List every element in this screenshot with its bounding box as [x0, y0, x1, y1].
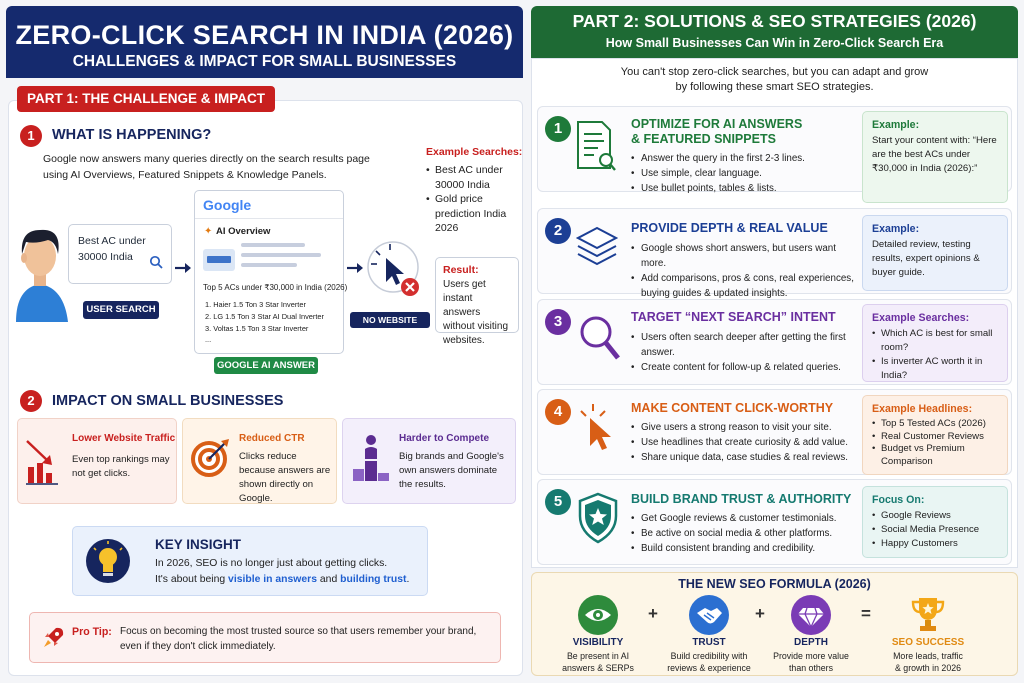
intro-line2: by following these smart SEO strategies.	[675, 81, 874, 93]
strategy-title: MAKE CONTENT CLICK-WORTHY	[631, 401, 834, 415]
strategy-bullet: • Add comparisons, pros & cons, real experiences, buying guides & updated insights.	[631, 271, 856, 301]
google-ai-answer-label: GOOGLE AI ANSWER	[214, 357, 318, 374]
google-logo: Google	[203, 197, 252, 213]
strategy-title: PROVIDE DEPTH & REAL VALUE	[631, 221, 828, 235]
section1-heading: WHAT IS HAPPENING?	[52, 127, 212, 143]
strategy-bullet: • Create content for follow-up & related queries.	[631, 360, 856, 375]
user-search-label: USER SEARCH	[83, 301, 159, 319]
query-line1: Best AC under	[78, 235, 146, 247]
formula-sub: Be present in AI answers & SERPs	[562, 651, 634, 673]
result-heading: Result:	[443, 264, 479, 276]
cursor-click-icon	[578, 402, 618, 454]
strategy-bullets	[631, 330, 856, 375]
arrow-right-icon	[346, 262, 364, 274]
search-icon	[149, 255, 163, 269]
plus-sign: +	[648, 604, 658, 623]
strategy-title: TARGET “NEXT SEARCH” INTENT	[631, 310, 836, 324]
example-item: • Budget vs Premium Comparison	[872, 443, 998, 468]
top5-heading: Top 5 ACs under ₹30,000 in India (2026)	[203, 283, 348, 292]
example-search-item: • Gold price prediction India 2026	[426, 193, 507, 234]
text-line-placeholder	[241, 243, 305, 247]
strategy-bullet: • Answer the query in the first 2-3 lines.	[631, 151, 856, 166]
key-insight-line1: In 2026, SEO is no longer just about getting clicks.	[155, 558, 388, 569]
strategy-number: 1	[545, 116, 571, 142]
plus-sign: +	[755, 604, 765, 623]
traffic-down-icon	[24, 437, 60, 485]
shield-star-icon	[578, 492, 618, 544]
result-text: Users get instant answers without visiting websites.	[443, 279, 509, 346]
example-searches-list	[426, 163, 518, 236]
example-heading: Example:	[872, 119, 920, 131]
no-click-cursor-icon	[366, 240, 424, 300]
search-query-box	[68, 224, 172, 284]
formula-label: SEO SUCCESS	[891, 637, 965, 648]
layers-icon	[576, 224, 618, 274]
section2-number: 2	[20, 390, 42, 412]
trophy-icon	[910, 595, 946, 635]
intro-line1: You can't stop zero-click searches, but you can adapt and grow	[620, 66, 929, 78]
right-header	[531, 6, 1018, 58]
key-insight-line2: It's about being visible in answers and building trust.	[155, 574, 410, 585]
strategy-bullet: • Give users a strong reason to visit your site.	[631, 420, 856, 435]
strategy-title-line2: & FEATURED SNIPPETS	[631, 132, 776, 146]
strategy-example-box	[862, 395, 1008, 475]
formula-label: TRUST	[692, 637, 726, 648]
impact-text: Clicks reduce because answers are shown directly on Google.	[239, 451, 331, 504]
pro-tip-line1: Focus on becoming the most trusted source so that users remember your brand,	[120, 626, 477, 637]
answer-ellipsis: ...	[205, 335, 212, 344]
left-header	[6, 6, 523, 78]
formula-sub: Provide more value than others	[773, 651, 849, 673]
text-line-placeholder	[241, 263, 297, 267]
strategy-title: BUILD BRAND TRUST & AUTHORITY	[631, 492, 852, 506]
formula-title: THE NEW SEO FORMULA (2026)	[678, 577, 871, 591]
formula-label: VISIBILITY	[572, 637, 624, 648]
left-subtitle: CHALLENGES & IMPACT FOR SMALL BUSINESSES	[72, 53, 457, 70]
no-website-click-label: NO WEBSITE CLICK	[350, 312, 430, 328]
strategy-bullets	[631, 511, 856, 556]
magnifier-icon	[578, 312, 620, 362]
impact-title: Lower Website Traffic	[72, 433, 176, 444]
section1-number: 1	[20, 125, 42, 147]
left-title: ZERO-CLICK SEARCH IN INDIA (2026)	[15, 20, 514, 50]
answer-list-item: 1. Haier 1.5 Ton 3 Star Inverter	[205, 300, 306, 309]
strategy-bullet: • Google shows short answers, but users want more.	[631, 241, 856, 271]
impact-card-ctr	[182, 418, 337, 504]
section1-desc-line2: using AI Overviews, Featured Snippets & Knowledge Panels.	[43, 169, 327, 181]
strategy-bullet: • Use bullet points, tables & lists.	[631, 181, 856, 196]
strategy-bullet: • Use simple, clear language.	[631, 166, 856, 181]
ai-overview-label: AI Overview	[216, 226, 271, 237]
part1-badge: PART 1: THE CHALLENGE & IMPACT	[17, 86, 275, 112]
arrow-right-icon	[174, 262, 192, 274]
diamond-icon	[791, 595, 831, 635]
example-item: • Is inverter AC worth it in India?	[872, 355, 998, 383]
ac-product-image	[203, 249, 235, 271]
strategy-example-box	[862, 215, 1008, 291]
example-search-item: • Best AC under 30000 India	[426, 164, 503, 191]
key-insight-box	[72, 526, 428, 596]
handshake-icon	[689, 595, 729, 635]
text-line-placeholder	[241, 253, 321, 257]
strategy-title: OPTIMIZE FOR AI ANSWERS	[631, 117, 803, 131]
document-search-icon	[576, 118, 618, 174]
example-text: Detailed review, testing results, expert opinions & buyer guide.	[872, 239, 980, 278]
section2-heading: IMPACT ON SMALL BUSINESSES	[52, 393, 284, 409]
example-item: • Happy Customers	[872, 537, 998, 551]
answer-list-item: 2. LG 1.5 Ton 3 Star AI Dual Inverter	[205, 312, 324, 321]
strategy-example-box	[862, 486, 1008, 558]
eye-icon	[578, 595, 618, 635]
impact-card-traffic	[17, 418, 177, 504]
strategy-number: 3	[545, 309, 571, 335]
pro-tip-label: Pro Tip:	[72, 626, 112, 638]
example-heading: Focus On:	[872, 494, 925, 506]
example-item: • Real Customer Reviews	[872, 431, 998, 444]
example-searches-heading: Example Searches:	[426, 146, 523, 158]
strategy-bullet: • Use headlines that create curiosity & add value.	[631, 435, 856, 450]
strategy-bullets	[631, 241, 856, 301]
impact-text: Even top rankings may not get clicks.	[72, 454, 170, 479]
example-item: • Which AC is best for small room?	[872, 327, 998, 355]
strategy-bullet: • Share unique data, case studies & real reviews.	[631, 450, 856, 465]
impact-title: Reduced CTR	[239, 433, 305, 444]
query-line2: 30000 India	[78, 251, 133, 263]
example-heading: Example:	[872, 223, 920, 235]
formula-sub: More leads, traffic & growth in 2026	[893, 651, 963, 673]
user-avatar-icon	[12, 218, 70, 322]
strategy-example-box	[862, 304, 1008, 382]
impact-text: Big brands and Google's own answers dominate the results.	[399, 451, 504, 490]
example-item: • Social Media Presence	[872, 523, 998, 537]
impact-title: Harder to Compete	[399, 433, 490, 444]
strategy-number: 5	[545, 489, 571, 515]
lightbulb-icon	[85, 537, 131, 585]
example-heading: Example Searches:	[872, 312, 970, 324]
strategy-example-box	[862, 111, 1008, 203]
rocket-icon	[42, 625, 66, 649]
strategy-bullet: • Build consistent branding and credibility.	[631, 541, 856, 556]
sparkle-icon: ✦	[204, 226, 213, 237]
formula-label: DEPTH	[794, 637, 828, 648]
right-subtitle: How Small Businesses Can Win in Zero-Click Search Era	[605, 36, 944, 50]
pro-tip-box	[29, 612, 501, 663]
section1-desc-line1: Google now answers many queries directly on the search results page	[43, 153, 370, 165]
pro-tip-line2: even if they don't click immediately.	[120, 641, 276, 652]
key-insight-heading: KEY INSIGHT	[155, 537, 242, 552]
right-title: PART 2: SOLUTIONS & SEO STRATEGIES (2026)	[572, 11, 977, 31]
example-heading: Example Headlines:	[872, 403, 973, 415]
equals-sign: =	[861, 604, 871, 623]
podium-icon	[351, 433, 391, 483]
card-divider	[195, 218, 343, 219]
impact-card-compete	[342, 418, 516, 504]
strategy-bullet: • Users often search deeper after getting the first answer.	[631, 330, 856, 360]
example-item: • Google Reviews	[872, 509, 998, 523]
formula-sub: Build credibility with reviews & experience	[667, 651, 751, 673]
strategy-number: 2	[545, 218, 571, 244]
strategy-number: 4	[545, 399, 571, 425]
strategy-bullet: • Be active on social media & other platforms.	[631, 526, 856, 541]
strategy-bullet: • Get Google reviews & customer testimonials.	[631, 511, 856, 526]
strategy-bullets	[631, 151, 856, 196]
result-box	[435, 257, 519, 346]
example-text: Start your content with: “Here are the best ACs under ₹30,000 in India (2026):”	[872, 135, 997, 174]
target-icon	[191, 437, 231, 477]
strategy-bullets	[631, 420, 856, 465]
example-item: • Top 5 Tested ACs (2026)	[872, 418, 998, 431]
answer-list-item: 3. Voltas 1.5 Ton 3 Star Inverter	[205, 324, 309, 333]
google-ai-answer-card	[194, 190, 348, 354]
